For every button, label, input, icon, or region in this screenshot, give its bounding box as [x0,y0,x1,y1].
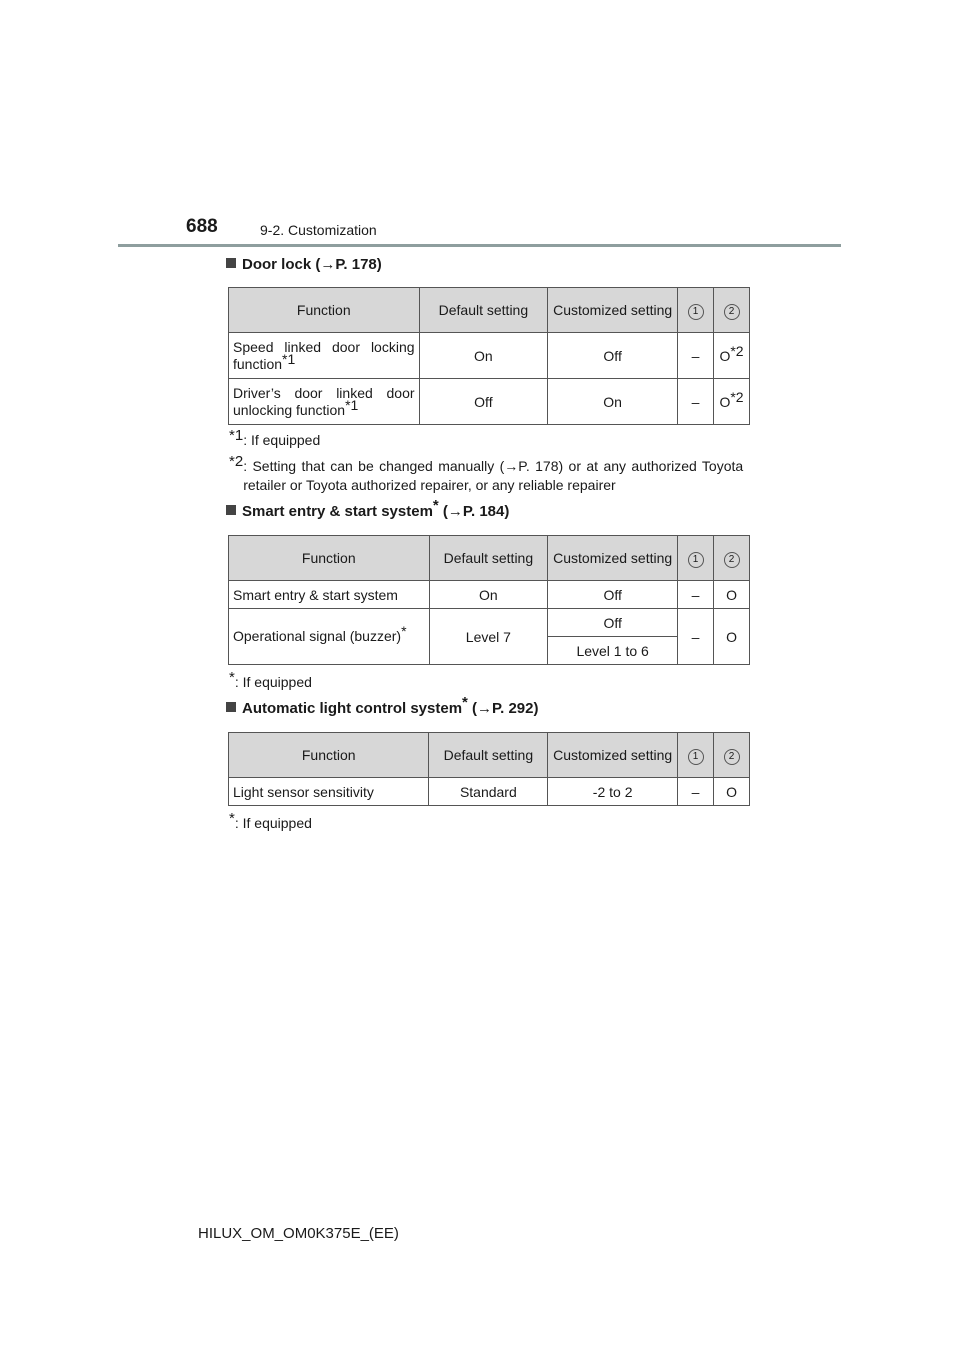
col1-cell: – [678,778,714,806]
customized-cell: On [548,379,678,425]
col2-cell: O [714,778,750,806]
col2-cell: O [714,609,750,665]
circled-2-icon: 2 [724,552,740,568]
table-row [229,581,750,609]
column-header-function: Function [229,536,430,581]
page-number: 688 [186,216,218,237]
square-bullet-icon [226,505,236,515]
col2-cell: O [714,581,750,609]
circled-1-icon: 1 [688,749,704,765]
function-cell: Operational signal (buzzer)* [229,609,430,665]
table-row [229,379,750,425]
function-cell: Light sensor sensitivity [229,778,429,806]
door-lock-table [228,287,750,425]
table-header-row [229,733,750,778]
table-header-row [229,288,750,333]
square-bullet-icon [226,258,236,268]
function-cell: Driver’s door linked door unlocking function$^{*1}$ [229,379,420,425]
customized-cell: -2 to 2 [548,778,678,806]
smart-entry-title: Smart entry & start system [242,503,433,520]
col1-cell: – [678,333,714,379]
column-header-default: Default setting [429,536,548,581]
customized-cell: Level 1 to 6 [548,637,678,665]
footnote: $^{*1}$: If equipped [229,427,321,448]
column-header-2 [714,536,750,581]
footer-code: HILUX_OM_OM0K375E_(EE) [198,1225,399,1242]
default-cell: Level 7 [429,609,548,665]
column-header-2 [714,288,750,333]
table-row [229,333,750,379]
column-header-customized: Customized setting [548,288,678,333]
column-header-customized: Customized setting [548,536,678,581]
smart-entry-table [228,535,750,665]
column-header-function: Function [229,733,429,778]
circled-2-icon: 2 [724,304,740,320]
footnote: *: If equipped [229,810,312,831]
column-header-customized: Customized setting [548,733,678,778]
customized-cell: Off [548,609,678,637]
column-header-2 [714,733,750,778]
column-header-default: Default setting [419,288,548,333]
default-cell: On [429,581,548,609]
auto-light-title: Automatic light control system [242,700,463,717]
section-title: 9-2. Customization [260,222,377,238]
door-lock-title: Door lock (→P. 178) [242,256,382,273]
circled-1-icon: 1 [688,552,704,568]
header-rule [118,244,841,247]
function-cell: Smart entry & start system [229,581,430,609]
column-header-1 [678,288,714,333]
default-cell: Standard [429,778,548,806]
function-cell: Speed linked door locking function$^{*1}$ [229,333,420,379]
footnote: $^{*2}$: Setting that can be changed manually (→P. 178) or at any authorized Toyota retailer or Toyota authorized repairer, or any reliable repairer [229,453,744,493]
circled-1-icon: 1 [688,304,704,320]
door-lock-heading [226,256,382,273]
col2-cell: $O^{*2}$ [714,333,750,379]
customized-cell: Off [548,581,678,609]
col2-cell: $O^{*2}$ [714,379,750,425]
footnote: *: If equipped [229,669,312,690]
column-header-function: Function [229,288,420,333]
customized-cell: Off [548,333,678,379]
col1-cell: – [678,379,714,425]
square-bullet-icon [226,702,236,712]
column-header-1 [678,733,714,778]
circled-2-icon: 2 [724,749,740,765]
column-header-1 [678,536,714,581]
col1-cell: – [678,609,714,665]
smart-entry-heading: Smart entry & start system* (→P. 184) [226,503,509,520]
table-row [229,609,750,637]
col1-cell: – [678,581,714,609]
default-cell: On [419,333,548,379]
table-row [229,778,750,806]
auto-light-table [228,732,750,806]
auto-light-heading: Automatic light control system* (→P. 292) [226,700,538,717]
table-header-row [229,536,750,581]
default-cell: Off [419,379,548,425]
column-header-default: Default setting [429,733,548,778]
